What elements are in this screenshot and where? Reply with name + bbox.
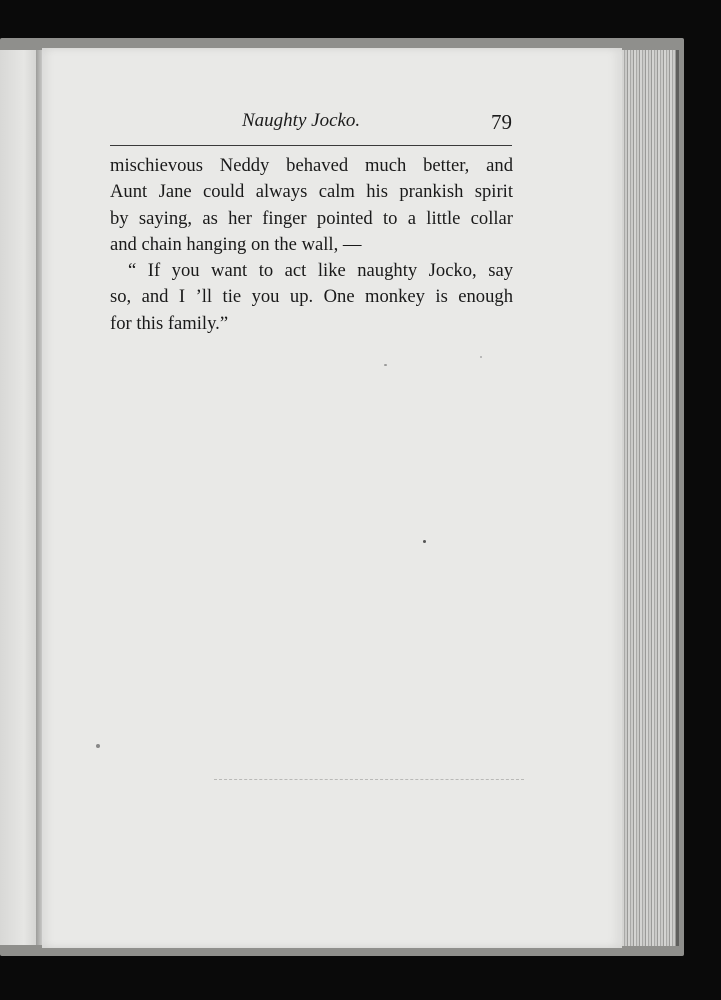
left-page-edge	[0, 50, 40, 945]
page-edges	[622, 50, 679, 946]
text-line: by saying, as her finger pointed to a little collar	[110, 207, 513, 229]
text-line: and chain hanging on the wall, —	[110, 233, 362, 255]
page-number: 79	[491, 110, 512, 134]
faint-smudge	[214, 779, 524, 780]
text-line: mischievous Neddy behaved much better, and	[110, 155, 513, 176]
text-line: so, and I ’ll tie you up. One monkey is enough	[110, 286, 513, 308]
text-line: for this family.”	[110, 312, 229, 334]
body-text	[110, 153, 513, 337]
text-line: “ If you want to act like naughty Jocko, say	[128, 260, 513, 282]
header-rule	[110, 145, 512, 146]
paper-speck	[480, 356, 482, 358]
text-line: Aunt Jane could always calm his prankish spirit	[110, 181, 513, 203]
paper-speck	[96, 744, 100, 748]
paper-speck	[423, 540, 426, 543]
running-head-title: Naughty Jocko.	[242, 110, 361, 131]
running-head	[112, 108, 512, 142]
paper-speck	[384, 364, 387, 366]
